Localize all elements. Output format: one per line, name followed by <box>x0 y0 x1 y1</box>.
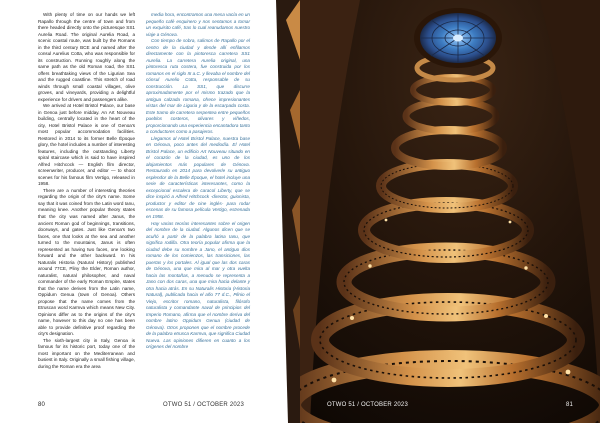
spanish-paragraph: Llegamos al Hotel Bristol Palace, nuestra base en Génova, poco antes del mediodía. El Hotel Bristol Palace, un edificio Art Nouveau situado en el corazón de la ciudad, es uno de los alojamientos más populares de Génova. Restaurado en 2014 para devolverle su antiguo esplendor de la Belle Époque, el hotel incluye una serie de características interesantes, como la excepcional escalera de caracol Liberty, que se dice inspiró a Alfred Hitchcock -director, guionista, productor y editor de cine inglés- para rodar escenas de su famosa película Vertigo, estrenada en 1958. <box>146 135 250 219</box>
spiral-staircase-photo <box>300 0 600 423</box>
english-paragraph: There are a number of interesting theories regarding the origin of the city's name. Some say that it was coined from the Latin word Ianu, meaning knee. Another popular theory states that the city was named after Janus, the ancient Roman god of beginnings, transitions, doorways, and gates. Just like Genoa's two faces, one that looks at the sea and another turned to the mountains, Janus is often represented as having two faces, one looking forward and the other backward. In his Naturalis Historia (Natural History) published around 77CE, Pliny the Elder, Roman author, naturalist, natural philosopher, and naval commander of the early Roman Empire, states that the name derives from the Latin name, Oppidum Genua (town of Genoa). Others propose that the name comes from the Etruscan word Karmva which means New City. Opinions differ as to the origins of the city's name, however to this day no one has been able to provide definitive proof regarding the city's designation. <box>38 187 135 337</box>
spanish-text-column <box>146 12 250 351</box>
issue-footer-right: OTWO 51 / OCTOBER 2023 <box>327 402 408 408</box>
stained-glass-skylight <box>414 8 502 68</box>
page-number-left: 80 <box>38 402 46 408</box>
issue-footer-left: OTWO 51 / OCTOBER 2023 <box>163 402 244 408</box>
right-page <box>300 0 600 423</box>
english-paragraph: We arrived at Hotel Bristol Palace, our base in Genoa just before midday. An Art Nouveau building, centrally located in the heart of the city, Hotel Bristol Palace is one of Genoa's most popular accommodation facilities. Restored in 2014 to its former Belle Époque glory, the hotel includes a number of interesting features, including the outstanding Liberty spiral staircase which is said to have inspired Alfred Hitchcock — English film director, screenwriter, producer, and editor — to shoot scenes for his famous film Vertigo, released in 1958. <box>38 103 135 187</box>
english-paragraph: The sixth-largest city in Italy, Genoa is famous for its historic port, today one of the most important on the Mediterranean and busiest in Italy. Originally a small fishing village, during the Roman era the area <box>38 337 135 369</box>
english-text-column <box>38 12 135 370</box>
page-number-right: 81 <box>566 402 574 408</box>
english-paragraph: With plenty of time on our hands we left Rapallo through the centre of town and from there headed directly onto the picturesque SS1 Aurelia Road. The original Aurelia Road, a scenic coastal route, was built by the Romans in the third century BCE and named after the consul Aurelius Cotta, who was responsible for its construction. Running roughly along the same path as the old Roman road, the SS1 offers breathtaking views of the Ligurian Sea and the rugged coastline. This stretch of road winds through small coastal villages, olive groves, and vineyards, providing a delightful experience for drivers and passengers alike. <box>38 12 135 102</box>
spanish-paragraph: Hay varias teorías interesantes sobre el origen del nombre de la ciudad. Algunos dicen que se acuñó a partir de la palabra latina Ianu, que significa rodilla. Otra teoría popular afirma que la ciudad debe su nombre a Jano, el antiguo dios romano de los comienzos, las transiciones, las puertas y los portales. Al igual que las dos caras de Génova, una que mira al mar y otra vuelta hacia las montañas, a menudo se representa a Jano con dos caras, una que mira hacia delante y otra hacia atrás. En su Naturalis Historia (Historia Natural), publicada hacia el año 77 d.C., Plinio el Viejo, escritor romano, naturalista, filósofo naturalista y comandante naval de principios del Imperio Romano, afirma que el nombre deriva del nombre latino Oppidum Genua (ciudad de Génova). Otros proponen que el nombre procede de la palabra etrusca Karmva, que significa Ciudad Nueva. Las opiniones difieren en cuanto a los orígenes del nombre <box>146 220 250 350</box>
spanish-paragraph: Con tiempo de sobra, salimos de Rapallo por el centro de la ciudad y desde allí enfilamos directamente con la pintoresca carretera SS1 Aurelia. La carretera Aurelia original, una pintoresca ruta costera, fue construida por los romanos en el siglo III a.C. y llevaba el nombre del cónsul Aurelio Cotta, responsable de su construcción. La SS1, que discurre aproximadamente por el mismo trazado que la antigua calzada romana, ofrece impresionantes vistas del mar de Liguria y de la escarpada costa. Este tramo de carretera serpentea entre pequeños pueblos costeros, olivares y viñedos, proporcionando una experiencia encantadora tanto a conductores como a pasajeros. <box>146 38 250 135</box>
stairwell-photo-edge <box>236 0 306 423</box>
photo-overflow-strip <box>236 0 306 423</box>
spanish-paragraph: media hora, encontramos una mesa vacía en un pequeño café esquinero y nos sentamos a tomar un exquisito café, tras lo cual reanudamos nuestro viaje a Génova. <box>146 12 250 37</box>
